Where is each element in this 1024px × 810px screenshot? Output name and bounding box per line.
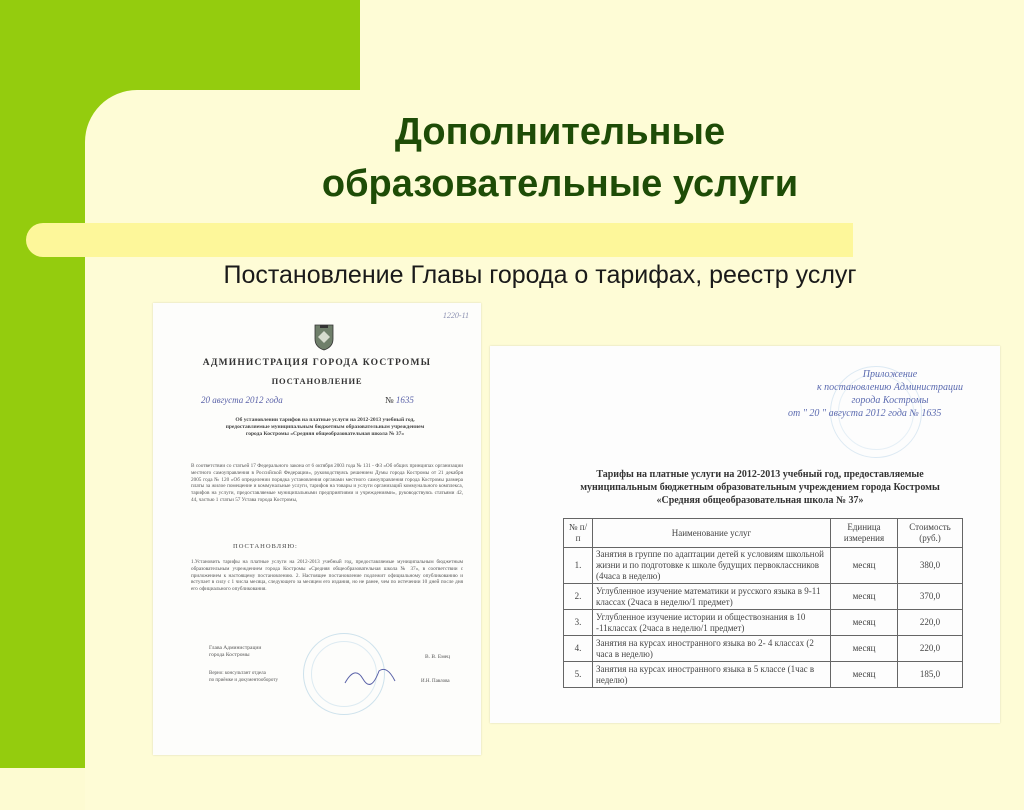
row-service-name: Углубленное изучение истории и обществознания в 10 -11классах (2часа в неделю/1 предмет) <box>593 610 831 636</box>
row-service-name: Углубленное изучение математики и русского языка в 9-11 классах (2часа в неделю/1 предмет) <box>593 584 831 610</box>
row-num: 3. <box>564 610 593 636</box>
col-unit-header: Единица измерения <box>831 519 898 548</box>
slide-title <box>240 106 880 210</box>
decree-resolve: ПОСТАНОВЛЯЮ: <box>233 543 298 550</box>
table-row <box>564 636 963 662</box>
copy-certification <box>209 671 278 684</box>
row-cost: 220,0 <box>898 636 963 662</box>
row-cost: 220,0 <box>898 610 963 636</box>
col-cost-header: Стоимость (руб.) <box>898 519 963 548</box>
row-unit: месяц <box>831 610 898 636</box>
appendix-date: от " 20 " августа 2012 года № 1635 <box>788 408 942 419</box>
appendix-line1: Приложение <box>862 369 918 380</box>
handwritten-date: 20 августа 2012 года <box>201 395 283 405</box>
tariffs-table <box>563 518 963 688</box>
table-row <box>564 662 963 688</box>
row-cost: 380,0 <box>898 548 963 584</box>
title-line-1: Дополнительные <box>394 111 726 153</box>
row-unit: месяц <box>831 548 898 584</box>
corner-number: 1220-11 <box>442 311 469 320</box>
col-num-header: № п/п <box>564 519 593 548</box>
decree-body-2: 1.Установить тарифы на платные услуги на 2012-2013 учебный год, предоставляемые муниципальным бюджетным образовательным учреждением города Костромы «Средняя общеобразовательная школа № 37», в соответствии с приложением к настоящему постановлению. 2. Настоящее постановление подлежит официальному опубликованию и вступает в силу с 1 числа месяца, следующего за месяцем его издания, но не ранее, чем по истечении 10 дней после дня его официального опубликования. <box>191 559 463 593</box>
row-cost: 185,0 <box>898 662 963 688</box>
handwritten-number: 1635 <box>395 395 414 405</box>
row-unit: месяц <box>831 662 898 688</box>
decree-body: В соответствии со статьей 17 Федерального закона от 6 октября 2003 года № 131 - ФЗ «Об общих принципах организации местного самоуправления в Российской Федерации», руководствуясь решением Думы города Костромы от 21 декабря 2005 года № 120 «Об определении порядка установления органами местного самоуправления города Костромы размера платы за жилое помещение и коммунальные услуги, тарифов на товары и услуги организаций коммунального комплекса, тарифов на услуги, предоставляемые муниципальными предприятиями и учреждениями», руководствуясь статьями 42, 44, частью 1 статьи 57 Устава города Костромы, <box>191 463 463 503</box>
table-row <box>564 610 963 636</box>
row-num: 1. <box>564 548 593 584</box>
copy-line1: Верно: консультант отдела <box>209 671 266 676</box>
decree-subject: Об установлении тарифов на платные услуги на 2012-2013 учебный год, предоставляемые муниципальным бюджетным образовательным учреждением города Костромы «Средняя общеобразовательная школа № 37» <box>225 417 425 437</box>
row-num: 5. <box>564 662 593 688</box>
table-row <box>564 548 963 584</box>
signature-scribble <box>343 661 403 691</box>
number-prefix: № <box>385 395 394 405</box>
col-name-header: Наименование услуг <box>593 519 831 548</box>
row-service-name: Занятия в группе по адаптации детей к условиям школьной жизни и по подготовке к школе будущих первоклассников (4часа в неделю) <box>593 548 831 584</box>
document-type: ПОСТАНОВЛЕНИЕ <box>271 376 363 386</box>
appendix-line2: к постановлению Администрации <box>817 382 963 393</box>
table-row <box>564 584 963 610</box>
row-unit: месяц <box>831 636 898 662</box>
row-service-name: Занятия на курсах иностранного языка во 2- 4 классах (2 часа в неделю) <box>593 636 831 662</box>
signer-name: В. В. Емец <box>425 654 451 660</box>
document-number <box>385 395 414 405</box>
signer-title <box>209 645 261 659</box>
administration-heading: АДМИНИСТРАЦИЯ ГОРОДА КОСТРОМЫ <box>202 358 432 368</box>
title-line-2: образовательные услуги <box>321 163 799 205</box>
row-num: 4. <box>564 636 593 662</box>
row-unit: месяц <box>831 584 898 610</box>
appendix-caption <box>790 368 990 407</box>
title-underline-bar <box>26 223 853 257</box>
copy-line2: по приёмке и документообороту <box>209 677 278 683</box>
row-service-name: Занятия на курсах иностранного языка в 5 классе (1час в неделю) <box>593 662 831 688</box>
signer-title-line2: города Костромы <box>209 652 250 658</box>
row-num: 2. <box>564 584 593 610</box>
city-emblem-icon <box>313 323 335 351</box>
appendix-document-image <box>490 346 1000 723</box>
table-header-row <box>564 519 963 548</box>
slide-subtitle: Постановление Главы города о тарифах, реестр услуг <box>223 261 857 289</box>
cream-top <box>360 0 1024 90</box>
signer-title-line1: Глава Администрации <box>209 645 262 651</box>
decree-document-image <box>153 303 481 755</box>
row-cost: 370,0 <box>898 584 963 610</box>
tariffs-heading: Тарифы на платные услуги на 2012-2013 учебный год, предоставляемые муниципальным бюджетным образовательным учреждением города Костромы «Средняя общеобразовательная школа № 37» <box>580 469 940 506</box>
copy-name: И.Н. Павлова <box>421 679 450 684</box>
appendix-line3: города Костромы <box>851 395 929 406</box>
